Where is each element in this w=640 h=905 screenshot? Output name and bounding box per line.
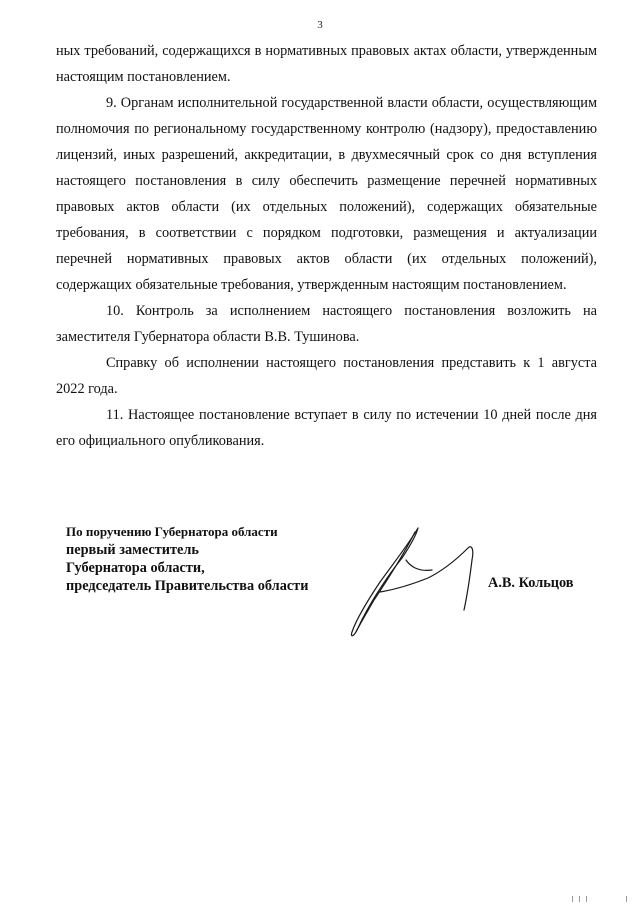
paragraph-report: Справку об исполнении настоящего постановления представить к 1 августа 2022 года. [56, 355, 597, 397]
signatory-position-line: председатель Правительства области [66, 578, 309, 594]
signatory-position-line: первый заместитель [66, 542, 199, 558]
paragraph-item-9: 9. Органам исполнительной государственной власти области, осуществляющим полномочия по региональному государственному контролю (надзору), предоставлению лицензий, иных разрешений, аккредитации, в двухмесячный срок со дня вступления настоящего постановления в силу обеспечить размещение перечней нормативных правовых актов области (их отдельных положений), содержащих обязательные требования, в соответствии с порядком подготовки, размещения и актуализации перечней нормативных правовых актов области (их отдельных положений), содержащих обязательные требования, утвержденным настоящим постановлением. [56, 95, 597, 293]
signatory-authority-line: По поручению Губернатора области [66, 524, 278, 539]
paragraph-continuation: ных требований, содержащихся в нормативных правовых актах области, утвержденным настоящим постановлением. [56, 43, 597, 85]
scan-artifact [579, 896, 580, 902]
paragraph-item-11: 11. Настоящее постановление вступает в силу по истечении 10 дней после дня его официального опубликования. [56, 407, 597, 449]
signatory-title-block [66, 523, 356, 595]
scan-artifact [586, 896, 587, 902]
handwritten-signature [340, 520, 480, 645]
document-body [56, 38, 597, 454]
page-number: 3 [317, 19, 323, 31]
scan-artifact [572, 896, 573, 902]
signer-name: А.В. Кольцов [488, 575, 574, 591]
scan-artifact [626, 896, 627, 902]
paragraph-item-10: 10. Контроль за исполнением настоящего постановления возложить на заместителя Губернатора области В.В. Тушинова. [56, 303, 597, 345]
signatory-position-line: Губернатора области, [66, 560, 205, 576]
